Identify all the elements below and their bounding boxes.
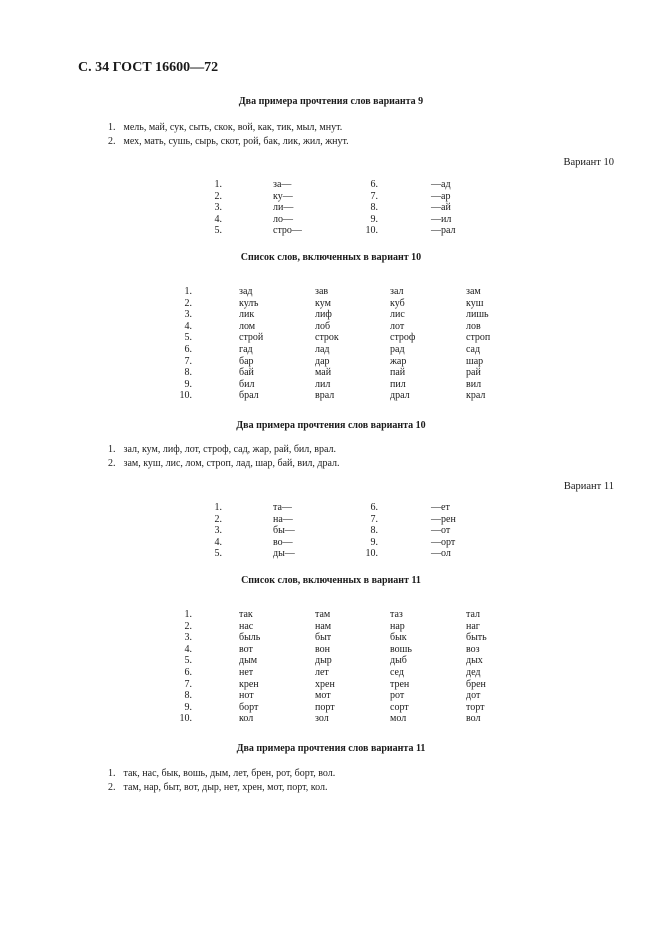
list10-table (0, 286, 662, 402)
parts-row: 1. та— 6. —ет (214, 502, 450, 513)
parts-row: 5. стро— 10. —рал (214, 225, 456, 237)
parts-row: 1. за— 6. —ад (214, 179, 451, 190)
variant11-parts (0, 502, 662, 560)
example-line: 1. мель, май, сук, сыть, скок, вой, как, тик, мыл, мнут. (108, 122, 343, 133)
examples10-lines (108, 443, 340, 471)
table-row: 10. брал врал драл крал (179, 390, 486, 402)
examples11-title: Два примера прочтения слов варианта 11 (236, 743, 426, 754)
table-row: 6. гад лад рад сад (184, 343, 481, 355)
examples9-title: Два примера прочтения слов варианта 9 (238, 96, 424, 107)
table-row: 1. зад зав зал зам (184, 286, 481, 297)
examples9-lines (108, 121, 349, 149)
table-row: 7. крен хрен трен брен (184, 678, 486, 690)
examples10-title: Два примера прочтения слов варианта 10 (236, 420, 426, 431)
table-row: 9. борт порт сорт торт (184, 701, 485, 713)
table-row: 2. кулъ кум куб куш (184, 297, 484, 309)
parts-row: 3. бы— 8. —от (214, 525, 451, 537)
parts-row: 2. на— 7. —рен (214, 513, 456, 525)
table-row: 7. бар дар жар шар (184, 355, 484, 367)
examples11-lines (108, 767, 335, 795)
parts-row: 4. ло— 9. —ил (214, 213, 452, 225)
parts-row: 2. ку— 7. —ар (214, 190, 451, 202)
list11-table (0, 609, 662, 725)
list10-title: Список слов, включенных в вариант 10 (240, 252, 422, 263)
variant10-parts (0, 179, 662, 237)
table-row: 10. кол зол мол вол (179, 713, 481, 725)
table-row: 6. нет лет сед дед (184, 666, 481, 678)
parts-row: 3. ли— 8. —ай (214, 202, 451, 214)
table-row: 4. вот вон вошь воз (184, 643, 480, 655)
example-line: 2. там, нар, быт, вот, дыр, нет, хрен, мот, порт, кол. (108, 782, 328, 793)
parts-row: 4. во— 9. —орт (214, 536, 456, 548)
table-row: 8. бай май пай рай (184, 367, 481, 379)
table-row: 4. лом лоб лот лов (184, 320, 481, 332)
variant11-label: Вариант 11 (563, 481, 614, 492)
variant10-label: Вариант 10 (563, 157, 614, 168)
table-row: 8. нот мот рот дот (184, 690, 481, 702)
example-line: 1. зал, кум, лиф, лот, строф, сад, жар, рай, бил, врал. (108, 444, 336, 455)
list11-title: Список слов, включенных в вариант 11 (241, 575, 421, 586)
table-row: 5. строй строк строф строп (184, 332, 491, 344)
table-row: 1. так там таз тал (184, 609, 481, 620)
table-row: 2. нас нам нар наг (184, 620, 480, 632)
table-row: 3. лик лиф лис лишь (184, 309, 489, 321)
parts-row: 5. ды— 10. —ол (214, 548, 451, 560)
table-row: 5. дым дыр дыб дых (184, 655, 483, 667)
example-line: 2. зам, куш, лис, лом, строп, лад, шар, бай, вил, драл. (108, 458, 340, 469)
example-line: 2. мех, мать, сушь, сырь, скот, рой, бак, лик, жил, жнут. (108, 136, 349, 147)
page-header: С. 34 ГОСТ 16600—72 (78, 60, 219, 75)
example-line: 1. так, нас, бык, вошь, дым, лет, брен, рот, борт, вол. (108, 768, 336, 779)
table-row: 9. бил лил пил вил (184, 378, 482, 390)
table-row: 3. быль быт бык быть (184, 632, 487, 644)
